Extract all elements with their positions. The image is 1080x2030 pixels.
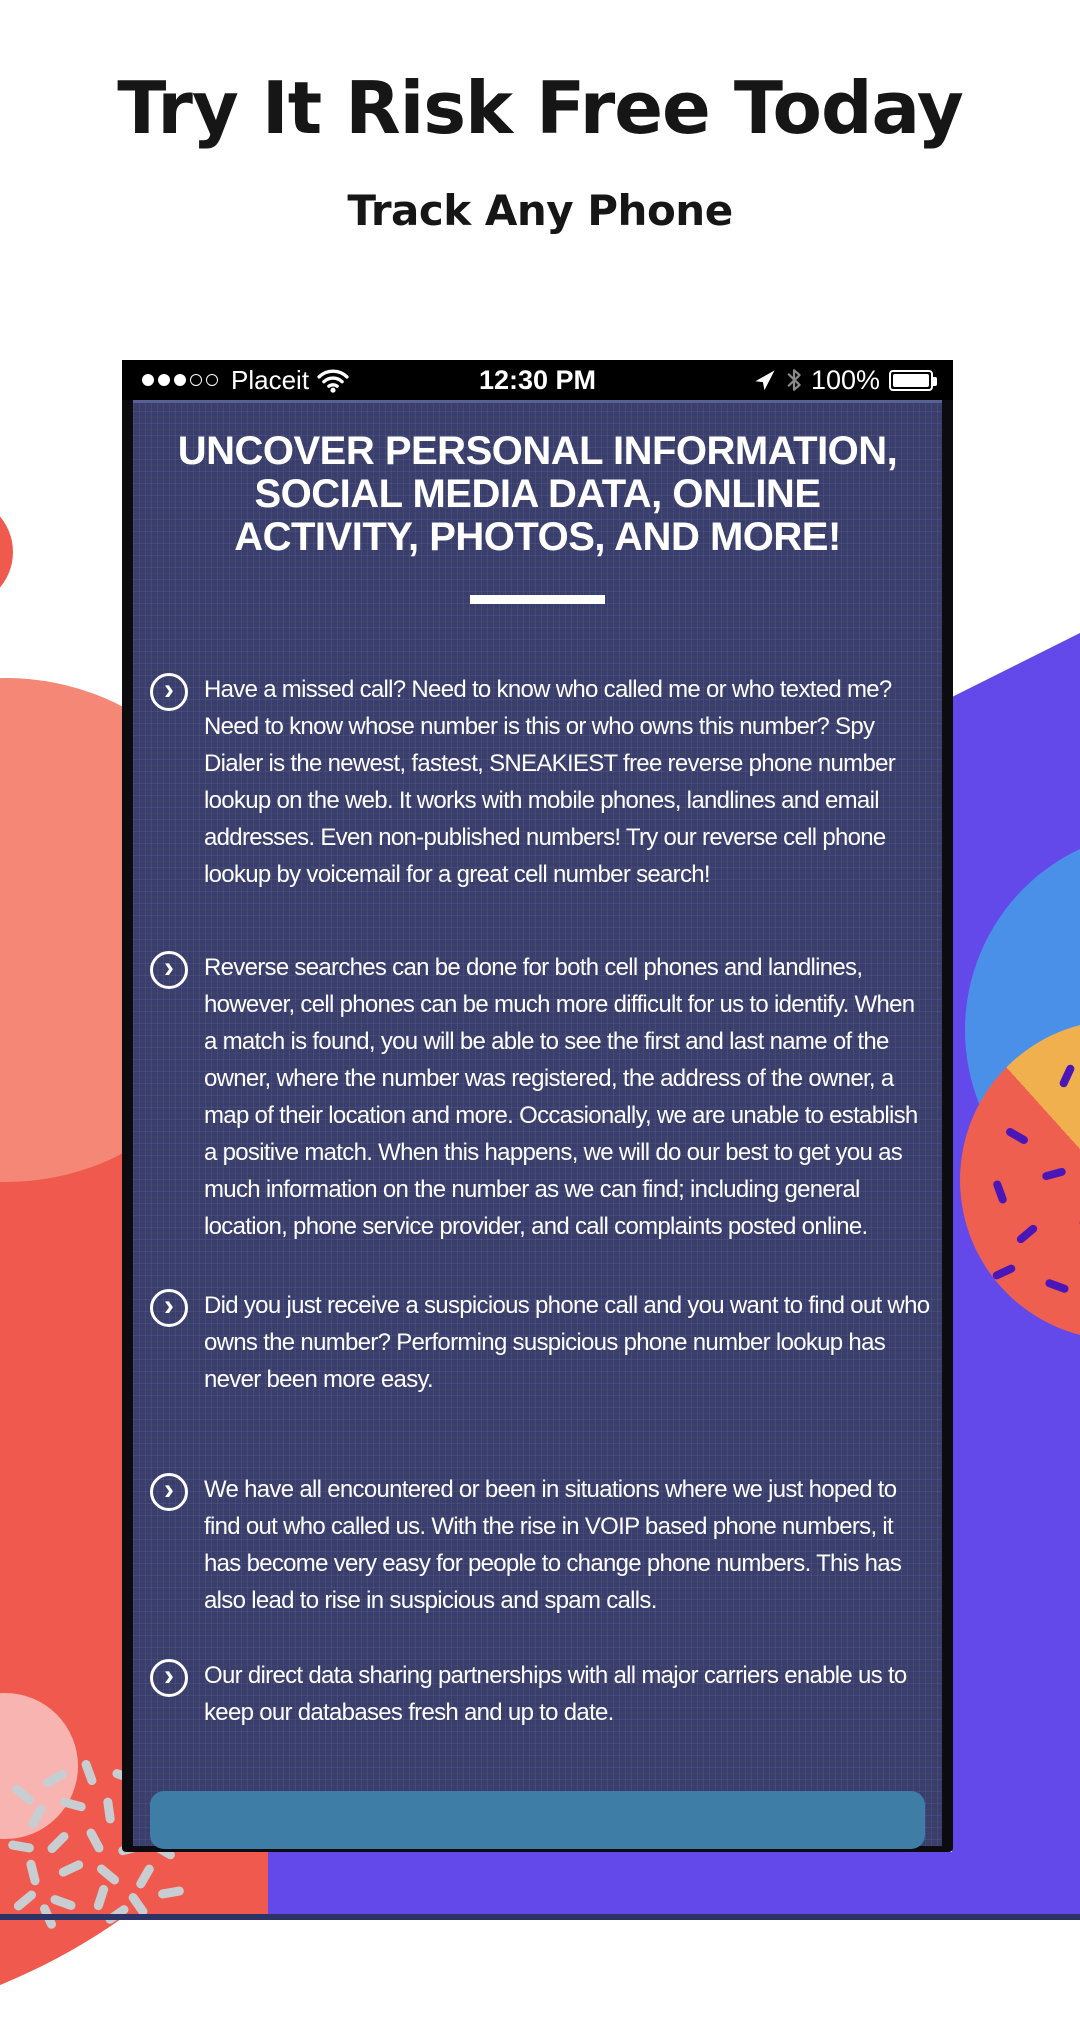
chevron-circle-icon: › bbox=[150, 1289, 188, 1327]
headline-line-1: UNCOVER PERSONAL INFORMATION, bbox=[177, 429, 898, 473]
bullet-item bbox=[150, 1287, 934, 1398]
purple-sprinkle-dash bbox=[992, 1179, 1008, 1204]
purple-sprinkle-dash bbox=[1041, 1167, 1066, 1181]
cta-button[interactable] bbox=[150, 1791, 925, 1849]
red-corner-blob bbox=[0, 497, 13, 607]
chevron-circle-icon: › bbox=[150, 673, 188, 711]
battery-icon bbox=[889, 370, 933, 391]
bullet-text: Have a missed call? Need to know who called me or who texted me? Need to know whose number is this or who owns this number? Spy Dialer is the newest, fastest, SNEAKIEST free reverse phone number lookup on the web. It works with mobile phones, landlines and email addresses. Even non-published numbers! Try our reverse cell phone lookup by voicemail for a great cell number search! bbox=[204, 676, 896, 888]
status-time: 12:30 PM bbox=[478, 364, 597, 395]
bullet-item bbox=[150, 1471, 934, 1619]
chevron-circle-icon: › bbox=[150, 951, 188, 989]
purple-sprinkle-dash bbox=[1058, 1063, 1075, 1088]
hero-section bbox=[0, 0, 1080, 235]
bullet-text: Our direct data sharing partnerships with all major carriers enable us to keep our databases fresh and up to date. bbox=[204, 1662, 907, 1726]
purple-sprinkle-dash bbox=[1044, 1278, 1069, 1294]
bullet-item bbox=[150, 949, 934, 1245]
purple-sprinkle-dash bbox=[991, 1263, 1016, 1280]
bullet-item bbox=[150, 671, 934, 893]
phone-mockup bbox=[122, 360, 953, 1852]
page-title: Try It Risk Free Today bbox=[117, 66, 963, 150]
battery-percent: 100% bbox=[810, 364, 880, 395]
purple-sprinkle-dash bbox=[1015, 1223, 1039, 1245]
bullet-text: We have all encountered or been in situations where we just hoped to find out who called us. With the rise in VOIP based phone numbers, it has become very easy for people to change phone numbers. This has also lead to rise in suspicious and spam calls. bbox=[204, 1476, 902, 1614]
headline-underline bbox=[470, 595, 605, 604]
bullet-text: Reverse searches can be done for both cell phones and landlines, however, cell phones can be much more difficult for us to identify. When a match is found, you will be able to see the first and last name of the owner, where the number was registered, the address of the owner, a map of their location and more. Occasionally, we are unable to establish a positive match. When this happens, we will do our best to get you as much information on the number as we can find; including general location, phone service provider, and call complaints posted online. bbox=[204, 954, 918, 1240]
bullet-item bbox=[150, 1657, 934, 1731]
chevron-circle-icon: › bbox=[150, 1473, 188, 1511]
bottom-navy-strip bbox=[0, 1914, 1080, 1920]
headline-line-3: ACTIVITY, PHOTOS, AND MORE! bbox=[234, 515, 841, 559]
page-subtitle: Track Any Phone bbox=[347, 186, 733, 235]
screen-headline bbox=[133, 430, 942, 559]
carrier-label: Placeit bbox=[231, 364, 310, 395]
headline-line-2: SOCIAL MEDIA DATA, ONLINE bbox=[254, 472, 821, 516]
status-right-group bbox=[753, 365, 933, 396]
chevron-circle-icon: › bbox=[150, 1659, 188, 1697]
purple-sprinkle-dash bbox=[1005, 1127, 1030, 1146]
phone-screen bbox=[133, 400, 942, 1846]
bluetooth-icon bbox=[786, 367, 802, 393]
bullet-text: Did you just receive a suspicious phone call and you want to find out who owns the number? Performing suspicious phone number lookup has never been more easy. bbox=[204, 1292, 930, 1393]
status-bar bbox=[122, 360, 953, 400]
location-arrow-icon bbox=[753, 368, 777, 392]
